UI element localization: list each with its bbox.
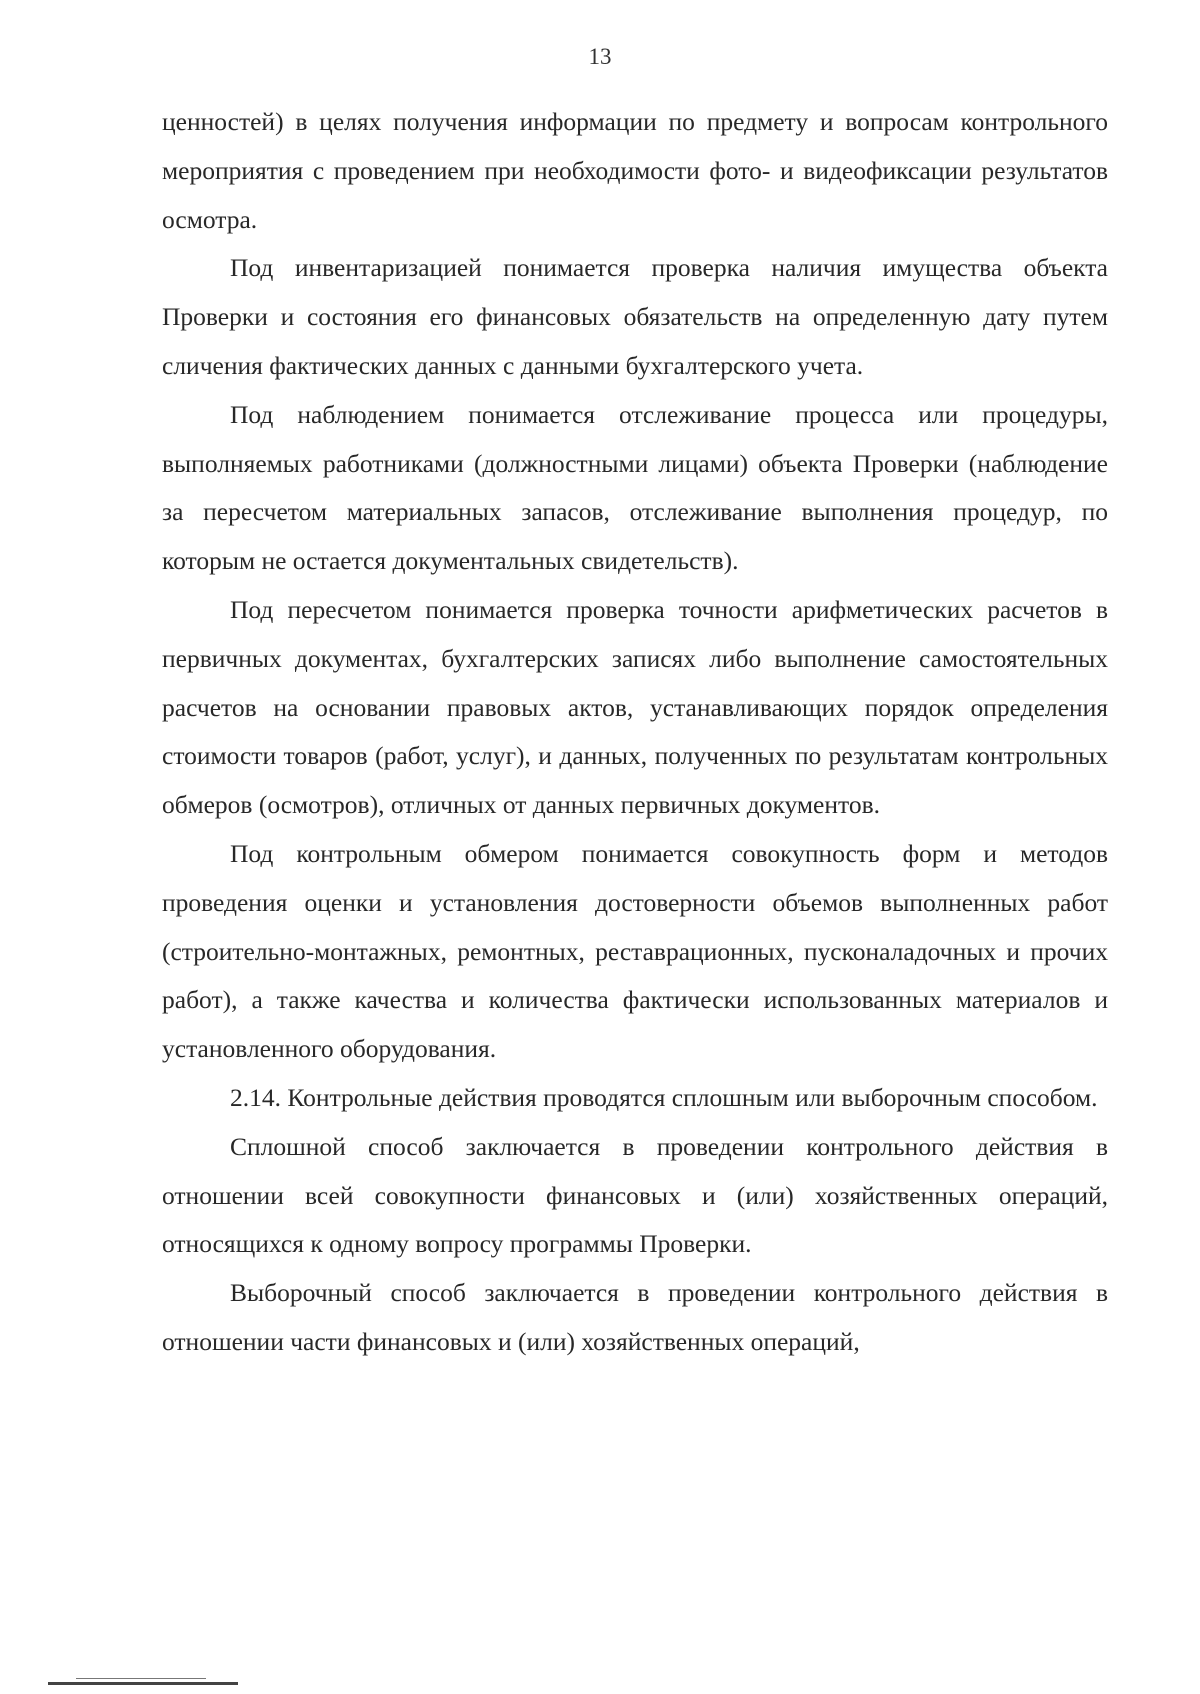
paragraph-observation: Под наблюдением понимается отслеживание процесса или процедуры, выполняемых работниками (должностными лицами) объекта Проверки (наблюдение за пересчетом материальных запасов, отслеживание выполнения процедур, по которым не остается документальных свидетельств). [162, 399, 1108, 576]
footer-rule [48, 1682, 238, 1685]
scan-mark-line [76, 1678, 206, 1679]
paragraph-section-2-14: 2.14. Контрольные действия проводятся сплошным или выборочным способом. [230, 1082, 1098, 1112]
paragraph-sampling-method: Выборочный способ заключается в проведении контрольного действия в отношении части финансовых и (или) хозяйственных операций, [162, 1278, 1108, 1356]
page-number: 13 [588, 44, 612, 69]
paragraph-continuous-method: Сплошной способ заключается в проведении контрольного действия в отношении всей совокупности финансовых и (или) хозяйственных операций, относящихся к одному вопросу программы Проверки. [162, 1131, 1108, 1259]
paragraph-inventory: Под инвентаризацией понимается проверка наличия имущества объекта Проверки и состояния его финансовых обязательств на определенную дату путем сличения фактических данных с данными бухгалтерского учета. [162, 253, 1108, 380]
paragraph-control-measurement: Под контрольным обмером понимается совокупность форм и методов проведения оценки и установления достоверности объемов выполненных работ (строительно-монтажных, ремонтных, реставрационных, пусконаладочных и прочих работ), а также качества и количества фактически использованных материалов и установленного оборудования. [162, 838, 1108, 1064]
paragraph-continuation: ценностей) в целях получения информации по предмету и вопросам контрольного мероприятия с проведением при необходимости фото- и видеофиксации результатов осмотра. [162, 107, 1108, 234]
paragraph-recount: Под пересчетом понимается проверка точности арифметических расчетов в первичных документах, бухгалтерских записях либо выполнение самостоятельных расчетов на основании правовых актов, устанавливающих порядок определения стоимости товаров (работ, услуг), и данных, полученных по результатам контрольных обмеров (осмотров), отличных от данных первичных документов. [162, 594, 1108, 820]
body-text [162, 98, 1108, 1367]
